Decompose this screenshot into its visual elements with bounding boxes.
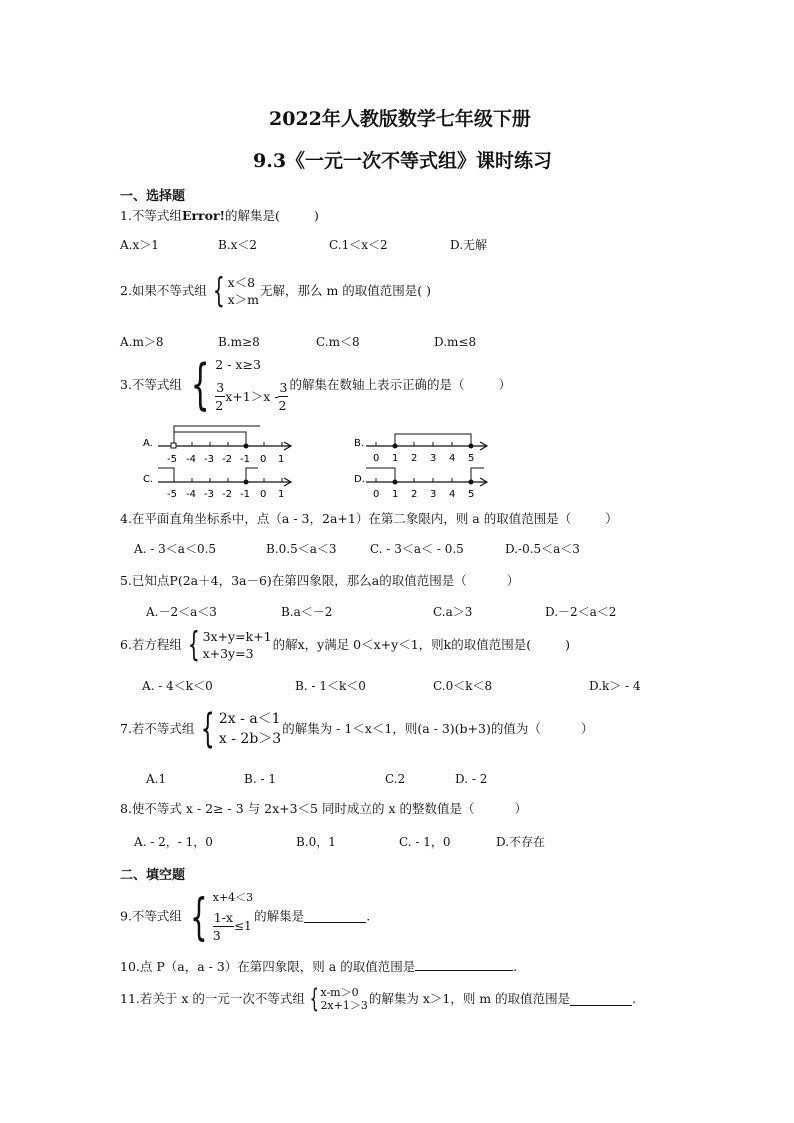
numline-c-label: C.: [143, 474, 154, 485]
q7-brace: {: [201, 706, 216, 752]
numline-b-point-1: [393, 444, 398, 449]
q11-system: [306, 986, 368, 1012]
q3-number-line-d: [352, 462, 492, 502]
question-5: [120, 573, 519, 589]
numline-b-label: B.: [354, 438, 365, 449]
numline-d-tick-label: 3: [430, 489, 437, 500]
numline-a-closed-point: [244, 444, 249, 449]
q6-text-a: 6.若方程组: [120, 637, 182, 652]
doc-subtitle: 9.3《一元一次不等式组》课时练习: [253, 150, 553, 172]
q6-brace: {: [187, 625, 200, 665]
q2-option-c: C.m＜8: [316, 335, 360, 349]
q8-option-c: C. - 1，0: [399, 835, 451, 849]
q3-sys-line-1: 2 - x≥3: [215, 357, 261, 372]
q11-end: .: [632, 991, 637, 1006]
q9-sys-line-1: x+4＜3: [212, 891, 254, 904]
numline-a-label: A.: [143, 438, 153, 449]
q5-close: ）: [506, 573, 520, 588]
numline-b-tick-label: 3: [430, 453, 437, 464]
q3-number-line-b: [352, 426, 492, 466]
q7-option-d: D. - 2: [455, 772, 488, 786]
numline-b-tick-label: 1: [392, 453, 399, 464]
q11-text-a: 11.若关于 x 的一元一次不等式组: [120, 991, 305, 1006]
q7-close: ）: [580, 721, 594, 736]
q6-option-c: C.0＜k＜8: [433, 679, 493, 693]
q6-text-b: 的解x，y满足 0＜x+y＜1，则k的取值范围是(: [272, 637, 532, 652]
q4-option-b: B.0.5＜a＜3: [266, 542, 337, 556]
q2-brace: {: [212, 271, 225, 311]
q5-option-d: D.－2＜a＜2: [545, 605, 617, 619]
q6-option-a: A. - 4＜k＜0: [142, 679, 213, 693]
section-choice-heading: 一、选择题: [120, 189, 186, 204]
numline-d-tick-label: 2: [411, 489, 418, 500]
q9-text-a: 9.不等式组: [120, 908, 182, 924]
question-10: [120, 958, 517, 975]
q9-end: .: [366, 908, 371, 924]
numline-c-tick-label: -1: [240, 489, 250, 500]
numline-c-tick-label: -3: [204, 489, 214, 500]
q6-system: [183, 625, 272, 665]
q3-frac-1: $\frac{3}{2}$: [215, 380, 225, 413]
q2-text-a: 2.如果不等式组: [120, 283, 207, 298]
q11-text-b: 的解集为 x＞1，则 m 的取值范围是: [368, 991, 571, 1006]
q4-option-d: D.-0.5＜a＜3: [505, 542, 580, 556]
numline-d-point-1: [393, 480, 398, 485]
q3-sys-line-2: $\frac{3}{2}$ x+1＞x - $\frac{3}{2}$: [215, 380, 288, 413]
numline-b-ticks: [376, 442, 471, 446]
q2-option-d: D.m≤8: [434, 335, 477, 349]
q4-option-a: A. - 3＜a＜0.5: [134, 542, 217, 556]
q8-text: 8.使不等式 x - 2≥ - 3 与 2x+3＜5 同时成立的 x 的整数值是（: [120, 801, 475, 816]
q7-sys-line-2: x - 2b＞3: [218, 731, 282, 747]
q11-sys-line-1: x-m＞0: [320, 986, 359, 999]
q1-close: ): [313, 208, 319, 223]
q7-text-a: 7.若不等式组: [120, 721, 195, 736]
numline-c-right-ray: [246, 468, 258, 482]
numline-b-tick-label: 5: [468, 453, 475, 464]
numline-a-tick-label: -4: [186, 454, 196, 465]
numline-a-ticks: [174, 442, 282, 446]
q2-sys-line-2: x＞m: [227, 292, 259, 307]
numline-c-tick-label: -5: [167, 489, 177, 500]
numline-a-tick-label: 1: [278, 454, 285, 465]
q6-option-b: B. - 1＜k＜0: [295, 679, 366, 693]
q11-sys-line-2: 2x+1＞3: [320, 999, 368, 1012]
q6-close: ): [565, 637, 571, 652]
numline-c-tick-label: 1: [278, 489, 285, 500]
q1-text-b: 的解集是(: [225, 208, 280, 223]
q3-brace: {: [190, 353, 210, 416]
q2-option-b: B.m≥8: [218, 335, 260, 349]
q7-option-a: A.1: [146, 772, 167, 786]
q4-text: 4.在平面直角坐标系中，点（a - 3，2a+1）在第二象限内，则 a 的取值范围是（: [120, 511, 572, 526]
q5-text: 5.已知点P(2a＋4，3a－6)在第四象限，那么a的取值范围是（: [120, 573, 467, 588]
q7-text-b: 的解集为 - 1＜x＜1，则(a - 3)(b+3)的值为（: [282, 721, 541, 736]
question-11: [120, 986, 636, 1012]
numline-b-tick-label: 0: [373, 453, 380, 464]
numline-b-tick-label: 4: [449, 453, 456, 464]
q9-brace: {: [190, 887, 208, 946]
q9-sys-line-2: $\frac{1-x}{3}$ ≤1: [212, 910, 252, 943]
q1-text-a: 1.不等式组: [120, 208, 182, 223]
q8-option-a: A. - 2，- 1，0: [134, 835, 213, 849]
q2-text-b: 无解，那么 m 的取值范围是( ): [259, 283, 432, 298]
q6-sys-line-1: 3x+y=k+1: [202, 629, 272, 644]
q10-end: .: [513, 959, 518, 974]
q9-frac: $\frac{1-x}{3}$: [212, 910, 233, 943]
section-fill-heading: 二、填空题: [120, 868, 186, 883]
question-6: [120, 625, 571, 665]
doc-title: 2022年人教版数学七年级下册: [269, 108, 531, 130]
q4-close: ）: [605, 511, 618, 526]
q1-error: Error!: [181, 208, 226, 223]
numline-c-left-ray: [158, 468, 174, 482]
numline-c-tick-label: -4: [186, 489, 196, 500]
numline-c-closed-point: [244, 480, 249, 485]
numline-c-tick-label: 0: [260, 489, 267, 500]
q10-text: 10.点 P（a，a - 3）在第四象限，则 a 的取值范围是: [120, 959, 416, 974]
q7-sys-line-1: 2x - a＜1: [218, 711, 281, 727]
q5-option-a: A.－2＜a＜3: [146, 605, 217, 619]
q8-close: ）: [514, 801, 527, 816]
numline-a-tick-label: 0: [260, 454, 267, 465]
q9-system: [183, 889, 253, 944]
question-2: [120, 271, 432, 311]
q2-option-a: A.m＞8: [120, 335, 164, 349]
q3-text-a: 3.不等式组: [120, 377, 182, 392]
q11-answer-blank[interactable]: [570, 993, 632, 1006]
q3-text-b: 的解集在数轴上表示正确的是（: [289, 377, 465, 392]
q7-option-b: B. - 1: [244, 772, 276, 786]
q3-frac-2: $\frac{3}{2}$: [278, 380, 288, 413]
q9-answer-blank[interactable]: [304, 910, 366, 923]
numline-d-ticks: [376, 478, 471, 482]
q1-option-c: C.1＜x＜2: [329, 238, 388, 252]
numline-d-label: D.: [354, 474, 365, 485]
q5-option-b: B.a＜－2: [281, 605, 333, 619]
numline-d-tick-label: 1: [392, 489, 399, 500]
q8-option-d: D.不存在: [496, 835, 546, 849]
q1-option-b: B.x＜2: [218, 238, 258, 252]
numline-d-tick-label: 5: [468, 489, 475, 500]
q3-close: ）: [498, 377, 511, 392]
numline-b-tick-label: 2: [411, 453, 418, 464]
question-9: [120, 889, 370, 944]
numline-a-tick-label: -1: [240, 454, 250, 465]
q6-sys-line-2: x+3y=3: [202, 646, 254, 661]
numline-d-tick-label: 4: [449, 489, 456, 500]
q7-system: [195, 706, 282, 752]
q8-option-b: B.0，1: [296, 835, 336, 849]
q3-system: [183, 353, 289, 416]
q11-brace: {: [309, 984, 319, 1014]
question-8: [120, 801, 527, 817]
q9-text-b: 的解集是: [254, 908, 305, 924]
q1-option-d: D.无解: [450, 238, 488, 252]
numline-d-left-ray: [366, 468, 395, 482]
numline-d-point-2: [469, 480, 474, 485]
numline-d-right-ray: [471, 468, 484, 482]
numline-c-ticks: [174, 478, 282, 482]
numline-a-tick-label: -3: [204, 454, 214, 465]
numline-a-open-point: [171, 443, 176, 448]
q7-option-c: C.2: [385, 772, 406, 786]
numline-d-tick-label: 0: [373, 489, 380, 500]
q4-option-c: C. - 3＜a＜ - 0.5: [370, 542, 464, 556]
q3-number-line-c: [140, 462, 300, 502]
question-3: [120, 353, 511, 416]
numline-a-tick-label: -5: [167, 454, 177, 465]
numline-b-point-2: [469, 444, 474, 449]
q10-answer-blank[interactable]: [415, 958, 513, 971]
numline-c-tick-label: -2: [222, 489, 232, 500]
q2-sys-line-1: x＜8: [227, 275, 256, 290]
question-1: [120, 208, 319, 224]
q5-option-c: C.a＞3: [433, 605, 473, 619]
question-7: [120, 706, 594, 752]
question-4: [120, 511, 618, 527]
numline-a-tick-label: -2: [222, 454, 232, 465]
q1-option-a: A.x＞1: [120, 238, 159, 252]
q2-system: [208, 271, 259, 311]
q6-option-d: D.k＞ - 4: [589, 679, 641, 693]
